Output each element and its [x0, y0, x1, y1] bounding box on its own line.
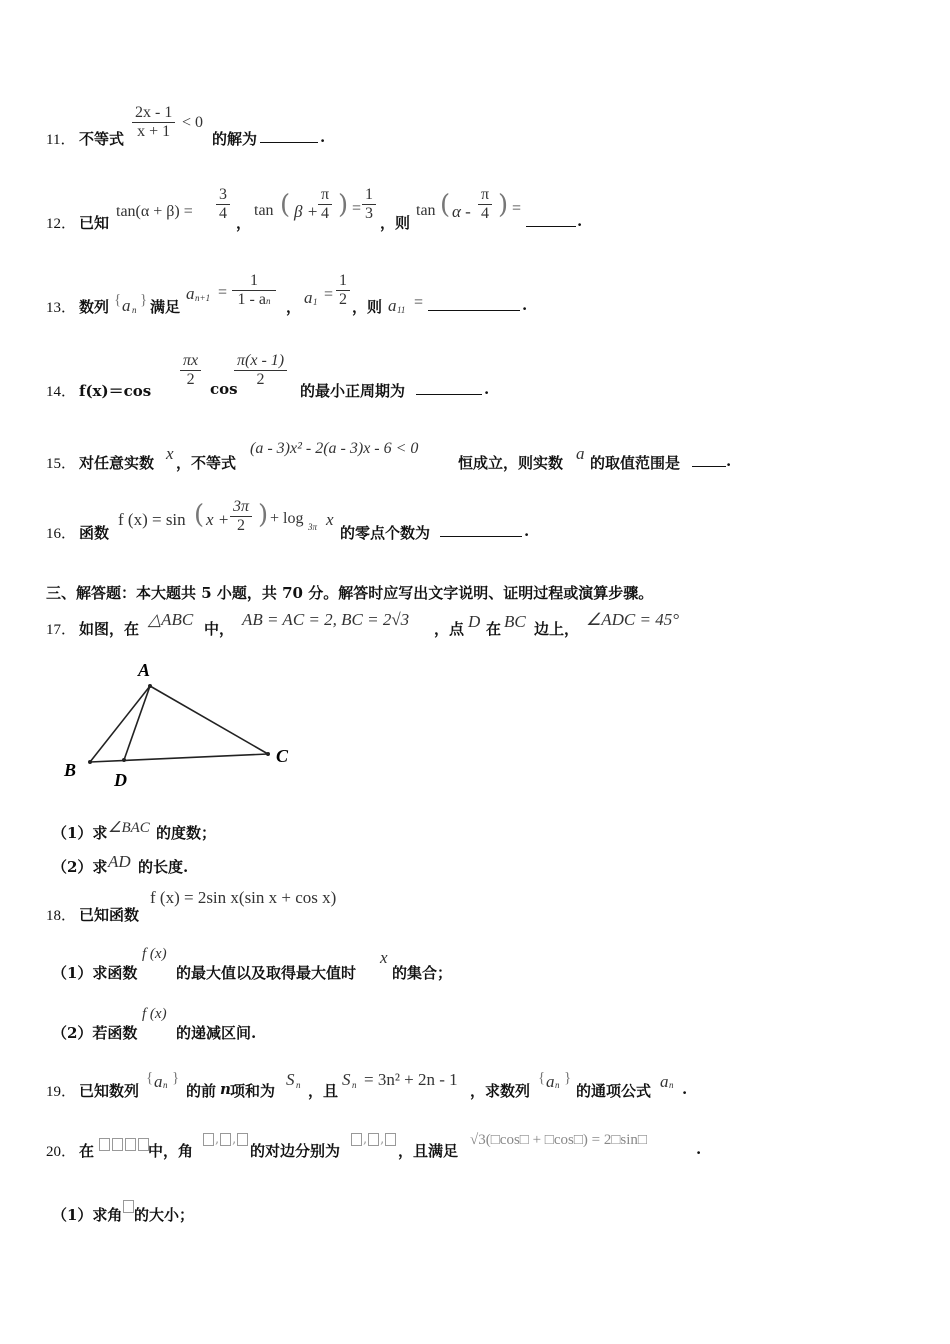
fraction — [230, 498, 252, 535]
triangle-symbol: △ABC — [148, 610, 194, 629]
point-B — [88, 760, 92, 764]
variable: x — [326, 510, 334, 529]
point-D — [122, 758, 126, 762]
question-text: 的对边分别为 — [250, 1142, 341, 1160]
answer-blank — [692, 454, 726, 467]
subscript: n — [132, 305, 137, 315]
comma: ， — [286, 298, 302, 316]
denominator: 2 — [237, 517, 245, 534]
question-text-post: 的零点个数为 — [340, 524, 431, 542]
period: . — [696, 1140, 702, 1158]
answer-blank — [260, 130, 318, 143]
part-label: （1）求 — [52, 824, 108, 842]
period: . — [577, 212, 583, 230]
label-D: D — [114, 770, 127, 790]
part-label: （1）求函数 — [52, 964, 138, 982]
denominator: 4 — [219, 205, 227, 222]
denominator: 2 — [256, 371, 265, 388]
numerator: 1 — [232, 272, 276, 291]
equals: = — [512, 200, 522, 217]
equals: = — [324, 286, 334, 303]
numerator: 2x - 1 — [132, 104, 175, 123]
term: a — [660, 1072, 669, 1091]
label-C: C — [276, 746, 289, 766]
period: . — [682, 1080, 688, 1098]
paren-right: ) — [338, 190, 349, 220]
triangle-figure — [56, 656, 306, 792]
equation: √3(□cos□ + □cos□) = 2□sin□ — [470, 1132, 647, 1148]
subscript: n+1 — [195, 293, 211, 303]
relation: < 0 — [182, 114, 204, 131]
question-number: 15． — [46, 456, 77, 472]
subscript: 11 — [397, 305, 406, 315]
question-number: 18． — [46, 908, 77, 924]
question-text: ，点 — [434, 620, 465, 638]
subscript: n — [296, 1080, 301, 1090]
paren-left: ( — [194, 500, 205, 530]
tan-label: tan — [254, 202, 274, 219]
function-symbol: f (x) — [142, 1006, 167, 1022]
equals: = — [352, 200, 362, 217]
denominator — [232, 291, 276, 309]
part-text: 的集合； — [392, 964, 453, 982]
then-text: ，则 — [352, 298, 383, 316]
variable: n — [220, 1080, 231, 1098]
period: . — [484, 380, 490, 398]
expression: x + — [206, 510, 230, 529]
point-C — [266, 752, 270, 756]
question-text: 在 — [486, 620, 502, 638]
equals: = — [218, 284, 228, 301]
question-number: 16． — [46, 526, 77, 542]
term: S — [286, 1070, 295, 1089]
question-number: 11． — [46, 132, 76, 148]
fraction — [216, 186, 230, 223]
denominator: x + 1 — [137, 123, 171, 140]
cos-label: cos — [210, 380, 238, 398]
denominator: 4 — [481, 205, 490, 222]
fraction — [318, 186, 332, 223]
segment-label: BC — [504, 612, 526, 631]
question-text-post: 的最小正周期为 — [300, 382, 406, 400]
question-text: 中， — [204, 620, 235, 638]
question-text: ，且 — [308, 1082, 339, 1100]
period: . — [726, 452, 732, 470]
fraction — [336, 272, 350, 309]
then-text: ，则 — [380, 214, 411, 232]
paren-left: ( — [280, 190, 291, 220]
denominator: 4 — [321, 205, 330, 222]
question-text: 恒成立，则实数 — [458, 454, 564, 472]
point-A — [148, 684, 152, 688]
segment-label: AD — [108, 852, 131, 871]
equation: = 3n² + 2n - 1 — [364, 1070, 458, 1089]
sequence-symbol: a — [122, 296, 131, 315]
part-text: 的最大值以及取得最大值时 — [176, 964, 357, 982]
paren-right: ) — [498, 190, 509, 220]
comma: ， — [236, 214, 252, 232]
variable: x — [380, 948, 388, 967]
term: a — [154, 1072, 163, 1091]
expression: α - — [452, 202, 471, 221]
expression: tan(α + β) = — [116, 203, 193, 220]
tan-label: tan — [416, 202, 436, 219]
placeholder-boxes: , , — [350, 1132, 397, 1147]
function-symbol: f (x) — [142, 946, 167, 962]
denominator: 2 — [186, 371, 195, 388]
brace-right: } — [140, 292, 148, 308]
part-text: 的长度. — [138, 858, 189, 876]
paren-right: ) — [258, 500, 269, 530]
answer-blank — [526, 214, 576, 227]
denominator: 3 — [365, 205, 373, 222]
numerator: π — [318, 186, 332, 205]
equals: = — [414, 294, 424, 311]
question-text: 的前 — [186, 1082, 217, 1100]
subscript: 3π — [308, 522, 318, 532]
part-text: 的递减区间. — [176, 1024, 257, 1042]
placeholder-boxes: , , — [202, 1132, 249, 1147]
section-heading: 三、解答题：本大题共 5 小题，共 70 分。解答时应写出文字说明、证明过程或演算步骤。 — [46, 584, 654, 602]
part-label: （2）若函数 — [52, 1024, 138, 1042]
question-text: 项和为 — [230, 1082, 276, 1100]
segment-AD — [124, 686, 150, 760]
question-text: 数列 — [79, 298, 110, 316]
fraction — [362, 186, 376, 223]
function-definition: f(x)＝cos — [79, 382, 152, 400]
condition: AB = AC = 2, BC = 2√3 — [242, 610, 410, 629]
fraction — [180, 352, 201, 389]
fraction — [234, 352, 287, 389]
question-text-post: 的取值范围是 — [590, 454, 681, 472]
log-label: + log — [270, 510, 304, 527]
question-text: 已知数列 — [79, 1082, 140, 1100]
term: a — [388, 296, 397, 315]
brace-left: { — [114, 292, 122, 308]
brace-right: } — [564, 1070, 572, 1086]
question-text: ，且满足 — [398, 1142, 459, 1160]
question-text: 如图，在 — [79, 620, 140, 638]
question-text: 对任意实数 — [79, 454, 155, 472]
label-A: A — [138, 660, 151, 680]
answer-blank — [416, 382, 482, 395]
period: . — [524, 522, 530, 540]
period: . — [522, 296, 528, 314]
question-text: 不等式 — [79, 130, 125, 148]
subscript: n — [555, 1080, 560, 1090]
question-text: 已知函数 — [79, 906, 140, 924]
brace-left: { — [538, 1070, 546, 1086]
angle-condition: ∠ADC = 45° — [586, 610, 680, 629]
part-label: （1）求角 — [52, 1206, 123, 1224]
point-label: D — [468, 612, 481, 631]
side-AC — [150, 686, 268, 754]
placeholder-boxes — [98, 1134, 150, 1152]
question-number: 12． — [46, 216, 77, 232]
term: a — [546, 1072, 555, 1091]
paren-left: ( — [440, 190, 451, 220]
question-text: 中，角 — [148, 1142, 194, 1160]
question-text: 满足 — [150, 298, 181, 316]
question-text: ，不等式 — [176, 454, 237, 472]
brace-right: } — [172, 1070, 180, 1086]
term: a — [186, 284, 195, 303]
expression: β + — [294, 202, 319, 221]
brace-left: { — [146, 1070, 154, 1086]
label-B: B — [64, 760, 77, 780]
fraction — [478, 186, 492, 223]
denominator-text: 1 - a — [237, 291, 266, 308]
term: S — [342, 1070, 351, 1089]
question-number: 17． — [46, 622, 77, 638]
numerator: 3π — [230, 498, 252, 517]
term: a — [304, 288, 313, 307]
subscript: 1 — [313, 297, 318, 307]
answer-blank — [428, 298, 520, 311]
question-text: 函数 — [79, 524, 110, 542]
part-text: 的大小； — [134, 1206, 195, 1224]
part-text: 的度数； — [156, 824, 217, 842]
side-BC — [90, 754, 268, 762]
numerator: 1 — [362, 186, 376, 205]
numerator: π(x - 1) — [234, 352, 287, 371]
question-number: 14． — [46, 384, 77, 400]
question-number: 19． — [46, 1084, 77, 1100]
inequality: (a - 3)x² - 2(a - 3)x - 6 < 0 — [250, 440, 419, 457]
numerator: πx — [180, 352, 201, 371]
numerator: 1 — [336, 272, 350, 291]
subscript: n — [669, 1080, 674, 1090]
numerator: π — [478, 186, 492, 205]
subscript: n — [163, 1080, 168, 1090]
side-AB — [90, 686, 150, 762]
question-text: 边上， — [534, 620, 580, 638]
question-text: ，求数列 — [470, 1082, 531, 1100]
period: . — [320, 128, 326, 146]
question-text: 的通项公式 — [576, 1082, 652, 1100]
subscript: n — [265, 296, 271, 306]
angle-symbol: ∠BAC — [108, 820, 150, 836]
variable: x — [166, 444, 174, 463]
question-number: 13． — [46, 300, 77, 316]
question-text: 已知 — [79, 214, 110, 232]
fraction — [132, 104, 175, 141]
answer-blank — [440, 524, 522, 537]
numerator: 3 — [216, 186, 230, 205]
variable: a — [576, 444, 585, 463]
question-number: 20． — [46, 1144, 77, 1160]
denominator: 2 — [339, 291, 347, 308]
question-text-post: 的解为 — [212, 130, 258, 148]
function-definition: f (x) = 2sin x(sin x + cos x) — [150, 888, 337, 907]
subscript: n — [352, 1080, 357, 1090]
fraction — [232, 272, 276, 309]
part-label: （2）求 — [52, 858, 108, 876]
question-text: 在 — [79, 1142, 95, 1160]
function-expression: f (x) = sin — [118, 510, 186, 529]
